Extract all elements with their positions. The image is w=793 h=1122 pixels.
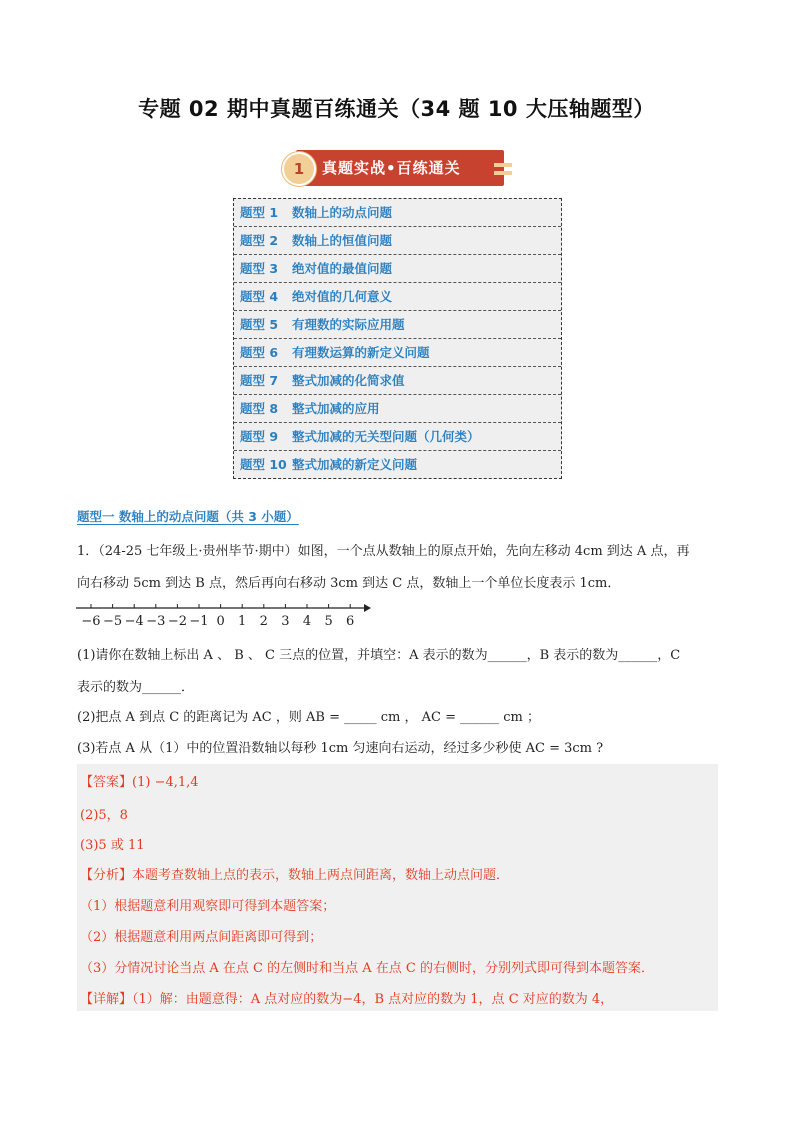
number-line-label: 5 [324,614,333,629]
banner-stripe-icon [494,171,512,175]
topic-row[interactable] [234,227,561,255]
sub-question-3: (3)若点 A 从（1）中的位置沿数轴以每秒 1cm 匀速向右运动，经过多少秒使 AC = 3cm ? [77,741,604,756]
section-heading-link[interactable]: 题型一 数轴上的动点问题（共 3 小题） [77,509,299,524]
analysis-step-1: （1）根据题意利用观察即可得到本题答案； [80,899,336,914]
answer-part-2: (2)5，8 [80,808,128,823]
number-line-label: 2 [259,614,268,629]
topic-name: 数轴上的动点问题 [292,205,393,220]
topic-number: 题型 7 [240,373,279,388]
analysis-step-3: （3）分情况讨论当点 A 在点 C 的左侧时和当点 A 在点 C 的右侧时，分别列式即可得到本题答案． [80,961,655,976]
topic-name: 整式加减的化简求值 [292,373,405,388]
banner-stripe-icon [494,163,512,167]
sub-question-2: (2)把点 A 到点 C 的距离记为 AC ，则 AB = _____ cm ， AC = ______ cm ； [77,710,540,725]
topic-row[interactable] [234,255,561,283]
analysis-line [80,864,509,883]
topic-table [233,198,562,479]
number-line-label: 6 [346,614,355,629]
number-line-label: 4 [302,614,312,629]
topic-row[interactable] [234,367,561,395]
banner-number-badge: 1 [282,152,316,186]
topic-row[interactable] [234,283,561,311]
analysis-step-2: （2）根据题意利用两点间距离即可得到； [80,930,323,945]
topic-name: 整式加减的无关型问题（几何类） [292,429,480,444]
answer-part-1: (1) −4,1,4 [132,775,199,790]
topic-number: 题型 5 [240,317,279,332]
topic-name: 整式加减的新定义问题 [292,457,418,472]
topic-row[interactable] [234,423,561,451]
topic-row[interactable] [234,339,561,367]
question-text-line-2: 向右移动 5cm 到达 B 点，然后再向右移动 3cm 到达 C 点，数轴上一个单位长度表示 1cm． [77,576,621,591]
detail-text: （1）解：由题意得：A 点对应的数为−4，B 点对应的数为 1，点 C 对应的数为 4， [132,992,614,1007]
question-text-line-1: 1．（24-25 七年级上·贵州毕节·期中）如图，一个点从数轴上的原点开始，先向左移动 4cm 到达 A 点，再 [77,544,690,559]
topic-number: 题型 4 [240,289,279,304]
sub-question-1-line-2: 表示的数为______． [77,680,195,695]
topic-number: 题型 3 [240,261,279,276]
number-line-label: −2 [167,614,187,629]
topic-row[interactable] [234,395,561,423]
topic-row[interactable] [234,311,561,339]
number-line-label: 0 [216,614,225,629]
topic-name: 整式加减的应用 [292,401,380,416]
number-line-label: 1 [238,614,247,629]
number-line-label: 3 [281,614,290,629]
number-line-label: −6 [81,614,101,629]
number-line-label: −1 [189,614,209,629]
number-line-label: −5 [103,614,123,629]
topic-number: 题型 9 [240,429,279,444]
topic-name: 数轴上的恒值问题 [292,233,393,248]
number-line-arrow-icon [364,604,371,612]
topic-number: 题型 10 [240,457,287,472]
topic-number: 题型 1 [240,205,279,220]
answer-part-3: (3)5 或 11 [80,838,145,853]
detail-line [80,988,613,1007]
answer-line-1 [80,771,199,790]
topic-name: 有理数的实际应用题 [292,317,405,332]
number-line-label: −4 [124,614,144,629]
topic-row[interactable] [234,451,561,478]
number-line-label: −3 [146,614,166,629]
page-title: 专题 02 期中真题百练通关（34 题 10 大压轴题型） [138,97,655,121]
section-banner [282,150,512,186]
detail-tag: 【详解】 [80,992,133,1007]
topic-name: 绝对值的最值问题 [292,261,393,276]
analysis-tag: 【分析】 [80,868,133,883]
topic-number: 题型 2 [240,233,279,248]
topic-row[interactable] [234,199,561,227]
number-line-figure [74,600,374,630]
sub-question-1-line-1: (1)请你在数轴上标出 A 、 B 、 C 三点的位置，并填空：A 表示的数为______，B 表示的数为______，C [77,648,681,663]
topic-number: 题型 6 [240,345,279,360]
answer-tag: 【答案】 [80,775,133,790]
topic-name: 绝对值的几何意义 [292,289,393,304]
banner-label: 真题实战•百练通关 [322,159,461,177]
topic-name: 有理数运算的新定义问题 [292,345,430,360]
analysis-text: 本题考查数轴上点的表示，数轴上两点间距离，数轴上动点问题． [132,868,510,883]
topic-number: 题型 8 [240,401,279,416]
